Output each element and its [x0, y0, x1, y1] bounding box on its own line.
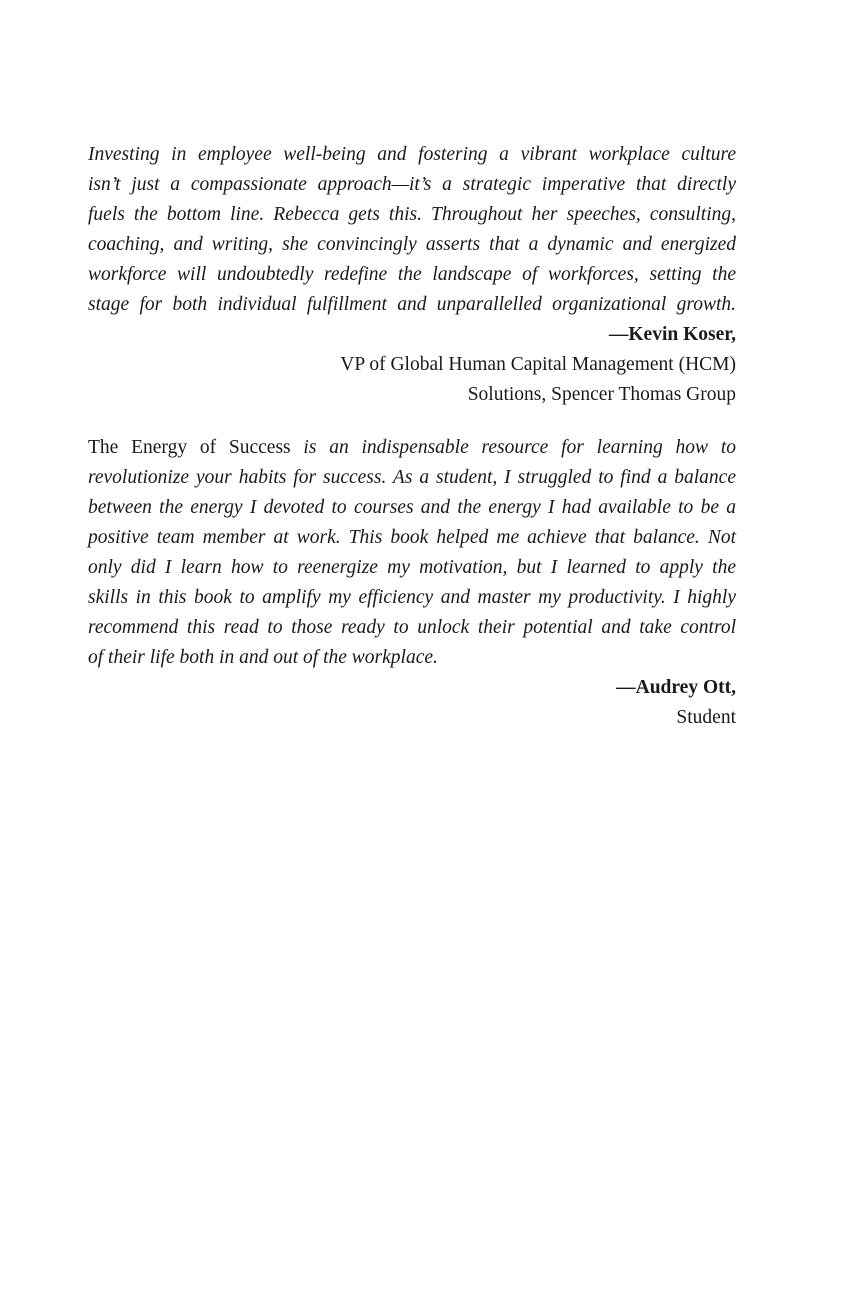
quote-line: skills in this book to amplify my efficiency and master my productivity. I highly	[88, 587, 736, 608]
quote-line: Investing in employee well-being and fostering a vibrant workplace culture	[88, 144, 736, 165]
quote-line: of their life both in and out of the workplace.	[88, 647, 438, 668]
quote-line-rest: is an indispensable resource for learning how to	[290, 437, 736, 458]
attribution-title: VP of Global Human Capital Management (HCM)	[340, 354, 736, 375]
testimonial-ott	[88, 433, 736, 733]
quote-text	[88, 433, 736, 673]
quote-line: between the energy I devoted to courses and the energy I had available to be a	[88, 497, 736, 518]
quote-line: positive team member at work. This book helped me achieve that balance. Not	[88, 527, 736, 548]
quote-text	[88, 140, 736, 320]
testimonial-koser	[88, 140, 736, 410]
attribution-title: Solutions, Spencer Thomas Group	[467, 384, 736, 405]
quote-line: stage for both individual fulfillment and unparallelled organizational growth.	[88, 294, 736, 315]
quote-line: only did I learn how to reenergize my motivation, but I learned to apply the	[88, 557, 736, 578]
quote-line: revolutionize your habits for success. As a student, I struggled to find a balance	[88, 467, 736, 488]
attribution-name: —Audrey Ott,	[616, 677, 736, 698]
attribution-title: Student	[676, 707, 736, 728]
attribution-name: —Kevin Koser,	[608, 324, 736, 345]
book-title: The Energy of Success	[88, 437, 291, 458]
quote-line: recommend this read to those ready to unlock their potential and take control	[88, 617, 736, 638]
quote-line: isn’t just a compassionate approach—it’s a strategic imperative that directly	[88, 174, 736, 195]
quote-line	[88, 433, 736, 463]
quote-line: fuels the bottom line. Rebecca gets this. Throughout her speeches, consulting,	[88, 204, 736, 225]
quote-line: coaching, and writing, she convincingly asserts that a dynamic and energized	[88, 234, 736, 255]
quote-line: workforce will undoubtedly redefine the landscape of workforces, setting the	[88, 264, 736, 285]
